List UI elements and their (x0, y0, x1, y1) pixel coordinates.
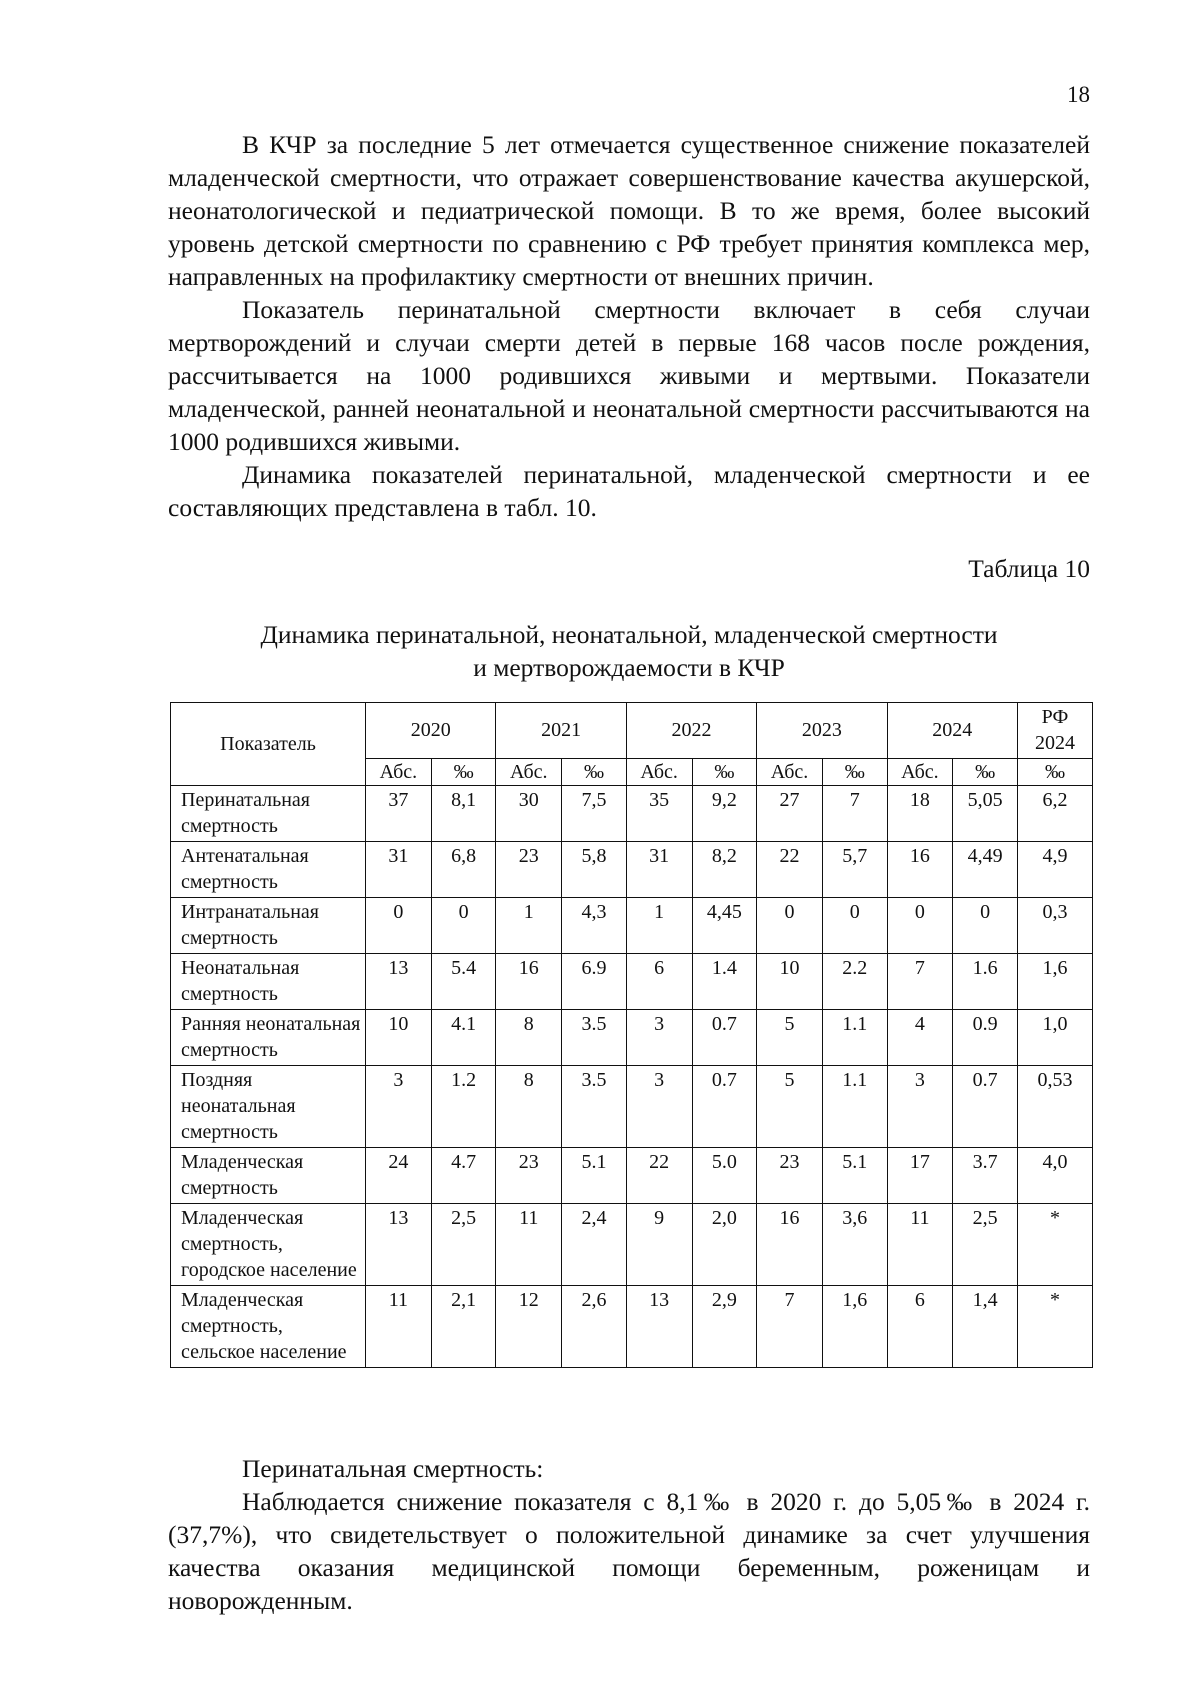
intro-text (168, 128, 1090, 524)
table-cell: 13 (626, 1286, 692, 1368)
table-cell: 6,2 (1017, 786, 1092, 842)
table-cell: 6.9 (562, 954, 627, 1010)
table-cell: 22 (757, 842, 823, 898)
paragraph: Динамика показателей перинатальной, младенческой смертности и ее составляющих представлена в табл. 10. (168, 460, 1090, 522)
abs-header: Абс. (887, 759, 953, 786)
table-cell: 18 (887, 786, 953, 842)
table-cell: 30 (496, 786, 562, 842)
table-cell: 35 (626, 786, 692, 842)
table-cell: 1,0 (1017, 1010, 1092, 1066)
row-indicator-name: Младенческая смертность, городское население (171, 1204, 366, 1286)
table-cell: 2.2 (822, 954, 887, 1010)
table-cell: 4.7 (431, 1148, 496, 1204)
table-cell: 4,0 (1017, 1148, 1092, 1204)
table-cell: 10 (757, 954, 823, 1010)
table-cell: * (1017, 1204, 1092, 1286)
table-cell: 0 (431, 898, 496, 954)
table-cell: 3 (887, 1066, 953, 1148)
table-cell: 4,9 (1017, 842, 1092, 898)
table-cell: 37 (366, 786, 432, 842)
table-row (171, 1066, 1093, 1148)
table-header-years (171, 703, 1093, 759)
table-cell: 8,1 (431, 786, 496, 842)
year-header: 2020 (366, 703, 496, 759)
table-cell: 7 (757, 1286, 823, 1368)
row-indicator-name: Антенатальная смертность (171, 842, 366, 898)
table-cell: 22 (626, 1148, 692, 1204)
table-cell: 5.0 (692, 1148, 757, 1204)
row-indicator-name: Младенческая смертность (171, 1148, 366, 1204)
table-cell: 3.5 (562, 1010, 627, 1066)
table-cell: 3 (366, 1066, 432, 1148)
table-cell: 6 (626, 954, 692, 1010)
table-cell: 5,7 (822, 842, 887, 898)
indicator-header: Показатель (171, 703, 366, 786)
table-cell: 6 (887, 1286, 953, 1368)
permille-header: ‰ (822, 759, 887, 786)
table-cell: 27 (757, 786, 823, 842)
table-cell: 1.4 (692, 954, 757, 1010)
paragraph: Показатель перинатальной смертности включает в себя случаи мертворождений и случаи смерти детей в первые 168 часов после рождения, рассчитывается на 1000 родившихся живыми и мертвыми. Показатели младенческой, ранней неонатальной и неонатальной смертности рассчитываются на 1000 родившихся живыми. (168, 295, 1090, 456)
table-cell: 2,5 (431, 1204, 496, 1286)
table-cell: 13 (366, 954, 432, 1010)
table-cell: 17 (887, 1148, 953, 1204)
table-row (171, 954, 1093, 1010)
table-cell: 2,9 (692, 1286, 757, 1368)
table-cell: 23 (757, 1148, 823, 1204)
table-cell: 9,2 (692, 786, 757, 842)
table-cell: 3 (626, 1066, 692, 1148)
permille-header: ‰ (431, 759, 496, 786)
table-cell: 8,2 (692, 842, 757, 898)
table-cell: 0,3 (1017, 898, 1092, 954)
table-cell: 4,3 (562, 898, 627, 954)
abs-header: Абс. (757, 759, 823, 786)
table-cell: 8 (496, 1010, 562, 1066)
table-cell: 4 (887, 1010, 953, 1066)
table-row (171, 1148, 1093, 1204)
table-cell: 3.7 (953, 1148, 1018, 1204)
table-cell: 0 (366, 898, 432, 954)
rf-header (1017, 703, 1092, 759)
table-cell: 5.1 (562, 1148, 627, 1204)
abs-header: Абс. (496, 759, 562, 786)
table-cell: 16 (757, 1204, 823, 1286)
table-cell: 5,8 (562, 842, 627, 898)
table-cell: 0.7 (953, 1066, 1018, 1148)
table-cell: 31 (626, 842, 692, 898)
row-indicator-name: Перинатальная смертность (171, 786, 366, 842)
table-cell: 4.1 (431, 1010, 496, 1066)
table-cell: 5 (757, 1066, 823, 1148)
table-title-line: и мертворождаемости в КЧР (473, 653, 785, 682)
table-cell: 0 (887, 898, 953, 954)
row-indicator-name: Ранняя неонатальная смертность (171, 1010, 366, 1066)
table-cell: 6,8 (431, 842, 496, 898)
table-cell: 1,6 (1017, 954, 1092, 1010)
rf-header-line: 2024 (1034, 732, 1075, 754)
after-text (168, 1452, 1090, 1617)
year-header: 2021 (496, 703, 626, 759)
row-indicator-name: Поздняя неонатальная смертность (171, 1066, 366, 1148)
table-cell: * (1017, 1286, 1092, 1368)
row-indicator-name: Неонатальная смертность (171, 954, 366, 1010)
row-indicator-name: Интранатальная смертность (171, 898, 366, 954)
table-row (171, 1010, 1093, 1066)
table-cell: 1.2 (431, 1066, 496, 1148)
table-cell: 0 (757, 898, 823, 954)
permille-header: ‰ (562, 759, 627, 786)
table-cell: 24 (366, 1148, 432, 1204)
table-cell: 23 (496, 1148, 562, 1204)
table-cell: 13 (366, 1204, 432, 1286)
table-cell: 0.9 (953, 1010, 1018, 1066)
year-header: 2022 (626, 703, 756, 759)
permille-header: ‰ (692, 759, 757, 786)
table-cell: 1 (626, 898, 692, 954)
table-cell: 3 (626, 1010, 692, 1066)
table-cell: 4,49 (953, 842, 1018, 898)
table-cell: 31 (366, 842, 432, 898)
table-cell: 23 (496, 842, 562, 898)
abs-header: Абс. (626, 759, 692, 786)
page-number: 18 (1067, 82, 1090, 107)
table-cell: 11 (887, 1204, 953, 1286)
table-cell: 5,05 (953, 786, 1018, 842)
table-cell: 3.5 (562, 1066, 627, 1148)
table-cell: 5 (757, 1010, 823, 1066)
table-cell: 16 (496, 954, 562, 1010)
table-cell: 0,53 (1017, 1066, 1092, 1148)
table-title-line: Динамика перинатальной, неонатальной, младенческой смертности (260, 620, 998, 649)
year-header: 2024 (887, 703, 1017, 759)
table-cell: 1 (496, 898, 562, 954)
table-cell: 5.1 (822, 1148, 887, 1204)
table-cell: 1,4 (953, 1286, 1018, 1368)
table-title (168, 618, 1090, 684)
table-cell: 8 (496, 1066, 562, 1148)
table-cell: 7 (822, 786, 887, 842)
table-cell: 1.1 (822, 1066, 887, 1148)
table-cell: 11 (496, 1204, 562, 1286)
table-cell: 4,45 (692, 898, 757, 954)
table-cell: 11 (366, 1286, 432, 1368)
table-cell: 2,0 (692, 1204, 757, 1286)
table-cell: 2,1 (431, 1286, 496, 1368)
table-row (171, 786, 1093, 842)
table-cell: 9 (626, 1204, 692, 1286)
rf-header-line: РФ (1041, 706, 1069, 728)
paragraph: В КЧР за последние 5 лет отмечается существенное снижение показателей младенческой смертности, что отражает совершенствование качества акушерской, неонатологической и педиатрической помощи. В то же время, более высокий уровень детской смертности по сравнению с РФ требует принятия комплекса мер, направленных на профилактику смертности от внешних причин. (168, 130, 1090, 291)
table-cell: 1.6 (953, 954, 1018, 1010)
table-cell: 1.1 (822, 1010, 887, 1066)
table-cell: 1,6 (822, 1286, 887, 1368)
row-indicator-name: Младенческая смертность, сельское население (171, 1286, 366, 1368)
table-label: Таблица 10 (968, 554, 1090, 583)
permille-header: ‰ (1017, 759, 1092, 786)
table-row (171, 842, 1093, 898)
table-cell: 16 (887, 842, 953, 898)
table-cell: 2,6 (562, 1286, 627, 1368)
table-cell: 0.7 (692, 1066, 757, 1148)
mortality-table (170, 702, 1093, 1368)
permille-header: ‰ (953, 759, 1018, 786)
table-body (171, 786, 1093, 1368)
table-cell: 7,5 (562, 786, 627, 842)
paragraph: Наблюдается снижение показателя с 8,1‰ в 2020 г. до 5,05‰ в 2024 г. (37,7%), что свидетельствует о положительной динамике за счет улучшения качества оказания медицинской помощи беременным, роженицам и новорожденным. (168, 1487, 1090, 1615)
table-cell: 2,4 (562, 1204, 627, 1286)
table-cell: 3,6 (822, 1204, 887, 1286)
table-cell: 0.7 (692, 1010, 757, 1066)
table-cell: 2,5 (953, 1204, 1018, 1286)
table-cell: 0 (953, 898, 1018, 954)
table-cell: 7 (887, 954, 953, 1010)
section-heading: Перинатальная смертность: (242, 1454, 544, 1483)
year-header: 2023 (757, 703, 887, 759)
table-cell: 12 (496, 1286, 562, 1368)
table-cell: 0 (822, 898, 887, 954)
table-cell: 10 (366, 1010, 432, 1066)
table-row (171, 1286, 1093, 1368)
table-row (171, 898, 1093, 954)
table-cell: 5.4 (431, 954, 496, 1010)
abs-header: Абс. (366, 759, 432, 786)
table-row (171, 1204, 1093, 1286)
